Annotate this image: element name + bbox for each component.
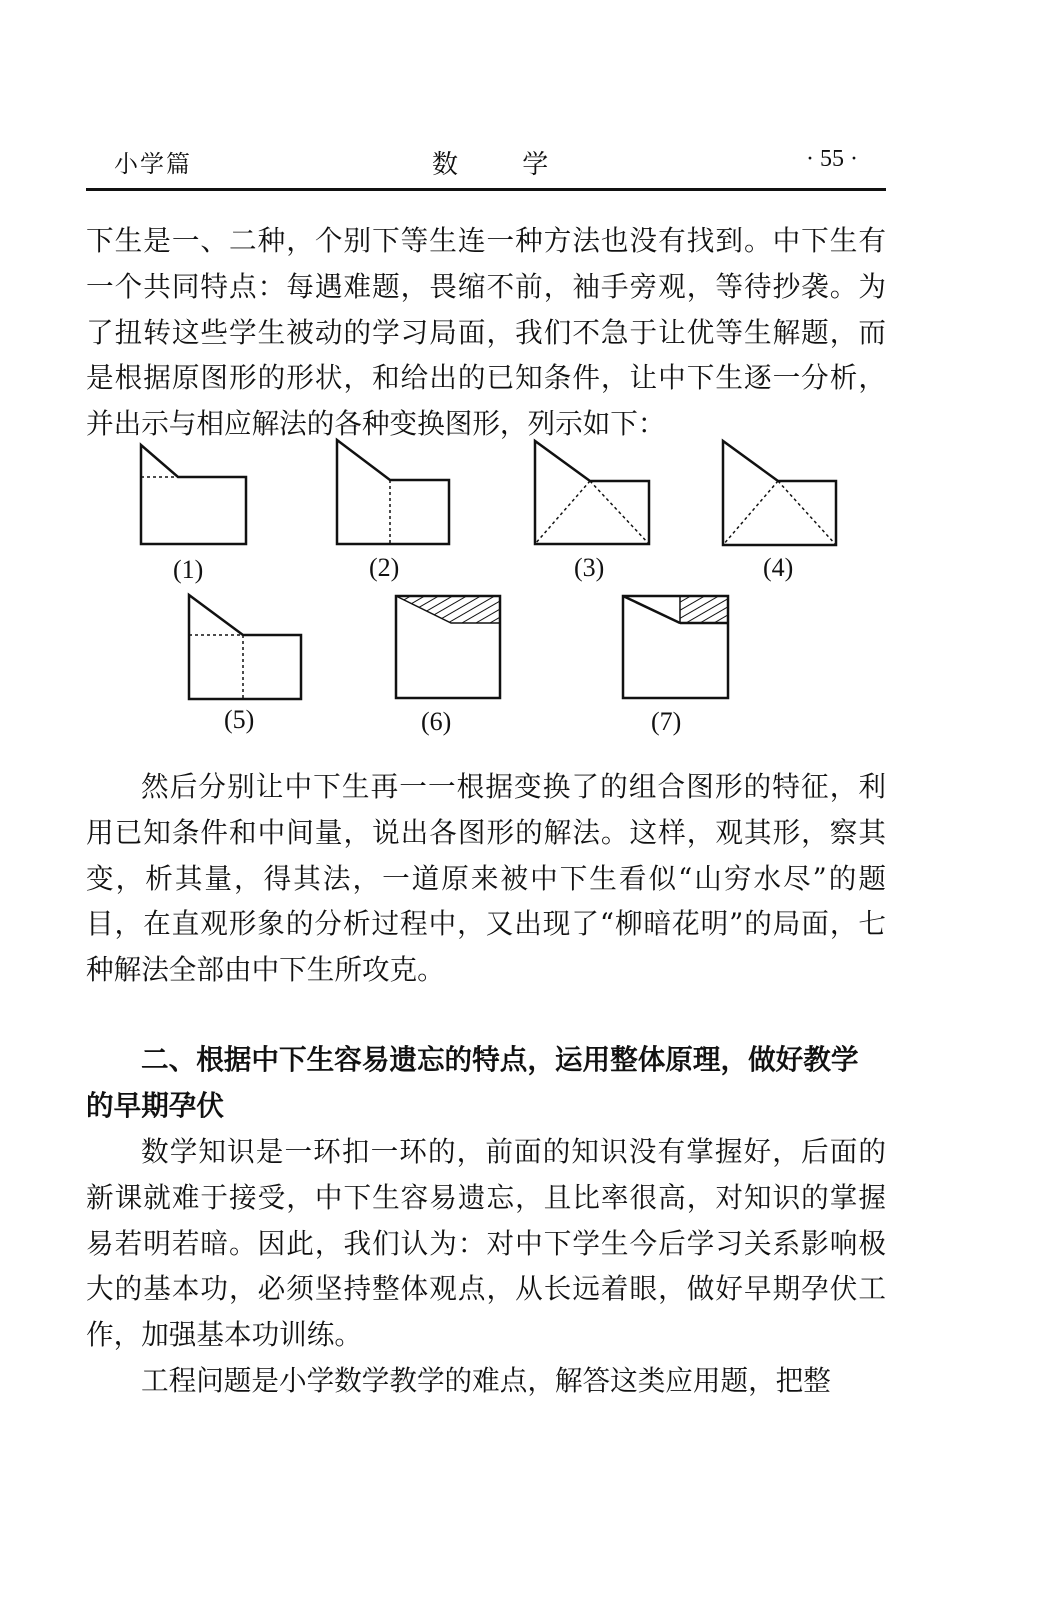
figure-label-4: (4) xyxy=(763,553,794,582)
figure-2-diagram xyxy=(337,440,449,544)
figure-label-5: (5) xyxy=(224,705,255,734)
figure-6-diagram xyxy=(396,596,500,698)
subject-title: 数 学 xyxy=(432,150,577,180)
paragraph-4: 工程问题是小学数学教学的难点，解答这类应用题，把整 xyxy=(141,1364,831,1397)
figure-label-6: (6) xyxy=(421,707,452,736)
section-title: 小学篇 xyxy=(114,150,192,178)
figure-5-diagram xyxy=(189,595,301,699)
section-heading: 二、根据中下生容易遗忘的特点，运用整体原理，做好教学的早期孕伏 xyxy=(86,1043,859,1122)
page-number: · 55 · xyxy=(806,146,858,172)
paragraph-1: 下生是一、二种，个别下等生连一种方法也没有找到。中下生有一个共同特点：每遇难题，畏缩不前，袖手旁观，等待抄袭。为了扭转这些学生被动的学习局面，我们不急于让优等生解题，而是根据原图形的形状，和给出的已知条件，让中下生逐一分析，并出示与相应解法的各种变换图形，列示如下： xyxy=(86,224,886,441)
paragraph-2: 然后分别让中下生再一一根据变换了的组合图形的特征，利用已知条件和中间量，说出各图形的解法。这样，观其形，察其变，析其量，得其法，一道原来被中下生看似“山穷水尽”的题目，在直观形象的分析过程中，又出现了“柳暗花明”的局面，七种解法全部由中下生所攻克。 xyxy=(86,770,886,987)
figure-label-1: (1) xyxy=(173,555,204,584)
paragraph-3: 数学知识是一环扣一环的，前面的知识没有掌握好，后面的新课就难于接受，中下生容易遗忘，且比率很高，对知识的掌握易若明若暗。因此，我们认为：对中下学生今后学习关系影响极大的基本功，必须坚持整体观点，从长远着眼，做好早期孕伏工作，加强基本功训练。 xyxy=(86,1135,886,1352)
figure-label-2: (2) xyxy=(369,553,400,582)
figure-panel xyxy=(0,0,1048,760)
figure-label-3: (3) xyxy=(574,553,605,582)
figure-4-diagram xyxy=(723,441,836,545)
figure-3-diagram xyxy=(535,441,649,544)
figure-1-diagram xyxy=(141,445,246,544)
figure-label-7: (7) xyxy=(651,707,682,736)
figure-7-diagram xyxy=(623,596,728,698)
